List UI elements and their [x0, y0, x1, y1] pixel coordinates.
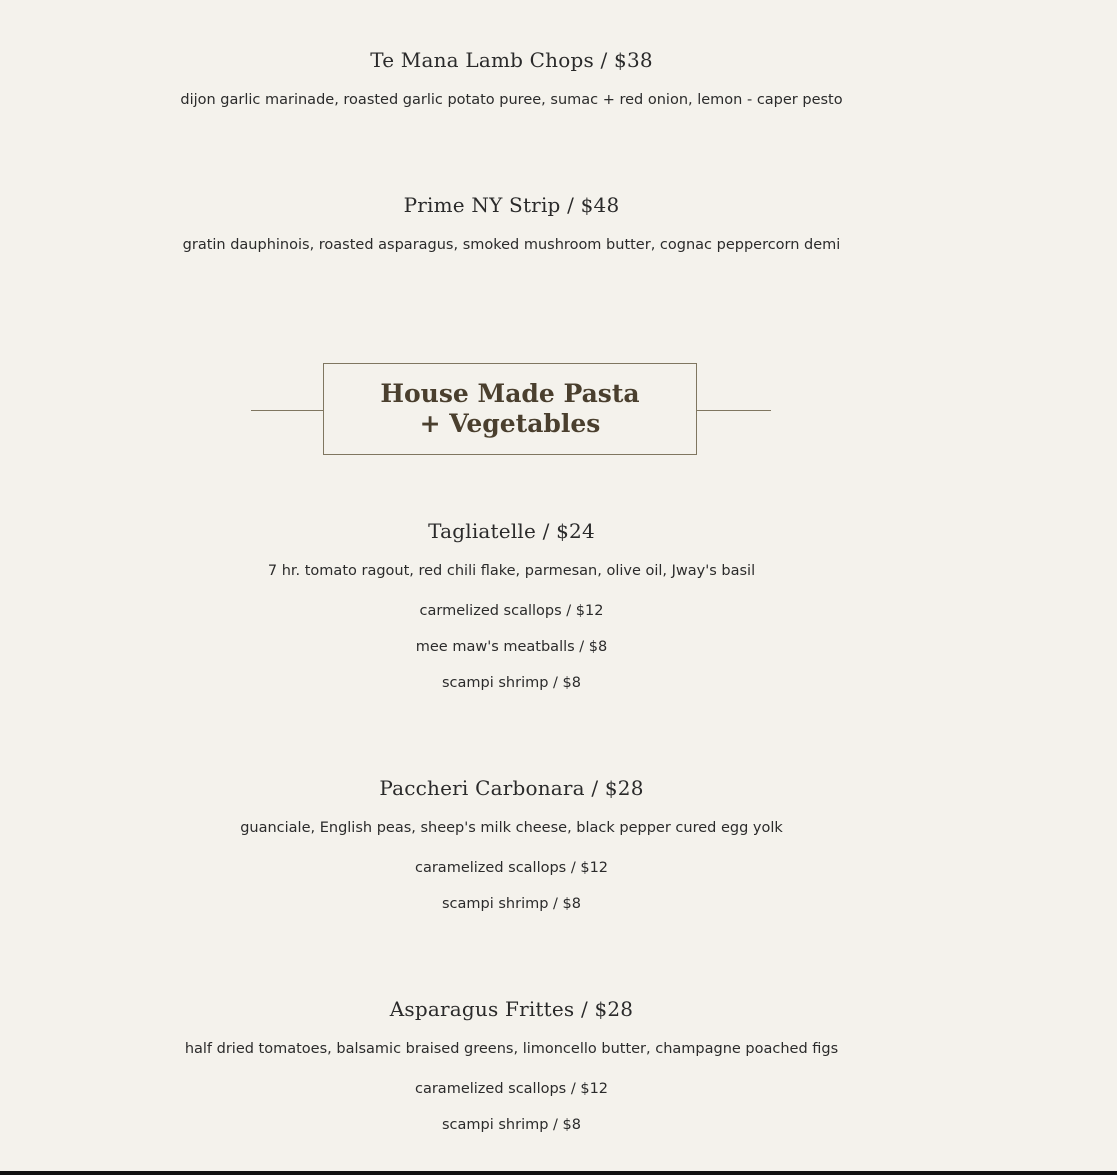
dish-description: guanciale, English peas, sheep's milk cheese, black pepper cured egg yolk [240, 820, 783, 836]
dish-lamb-chops [0, 48, 1023, 72]
addon-item [0, 894, 1023, 914]
dish-ny-strip-description [0, 235, 1023, 255]
addon-label: mee maw's meatballs / $8 [415, 639, 608, 655]
section-divider-left [251, 410, 323, 411]
addon-item [0, 637, 1023, 657]
dish-paccheri-carbonara-description [0, 818, 1023, 838]
dish-title: Tagliatelle / $24 [428, 519, 595, 543]
addon-label: caramelized scallops / $12 [414, 1081, 609, 1097]
dish-title: Asparagus Frittes / $28 [389, 997, 634, 1021]
dish-title: Prime NY Strip / $48 [403, 193, 620, 217]
addon-label: scampi shrimp / $8 [442, 1117, 581, 1133]
dish-description: half dried tomatoes, balsamic braised greens, limoncello butter, champagne poached figs [184, 1041, 839, 1057]
dish-description: gratin dauphinois, roasted asparagus, smoked mushroom butter, cognac peppercorn demi [182, 237, 841, 253]
dish-title: Te Mana Lamb Chops / $38 [370, 48, 653, 72]
addon-label: scampi shrimp / $8 [442, 675, 581, 691]
dish-asparagus-frittes-description [0, 1039, 1023, 1059]
addon-item [0, 1115, 1023, 1135]
dish-asparagus-frittes [0, 997, 1023, 1021]
addon-label: scampi shrimp / $8 [442, 896, 581, 912]
dish-tagliatelle [0, 519, 1023, 543]
page-bottom-border [0, 1171, 1117, 1175]
dish-ny-strip [0, 193, 1023, 217]
dish-title: Paccheri Carbonara / $28 [379, 776, 644, 800]
addon-item [0, 1079, 1023, 1099]
dish-description: 7 hr. tomato ragout, red chili flake, parmesan, olive oil, Jway's basil [267, 563, 756, 579]
dish-lamb-chops-description [0, 90, 1023, 110]
addon-label: carmelized scallops / $12 [419, 603, 604, 619]
dish-paccheri-carbonara [0, 776, 1023, 800]
section-title: House Made Pasta + Vegetables [380, 379, 640, 438]
section-header [323, 363, 697, 455]
addon-item [0, 673, 1023, 693]
addon-item [0, 858, 1023, 878]
addon-item [0, 601, 1023, 621]
section-divider-right [697, 410, 771, 411]
dish-description: dijon garlic marinade, roasted garlic potato puree, sumac + red onion, lemon - caper pesto [180, 92, 843, 108]
addon-label: caramelized scallops / $12 [414, 860, 609, 876]
dish-tagliatelle-description [0, 561, 1023, 581]
